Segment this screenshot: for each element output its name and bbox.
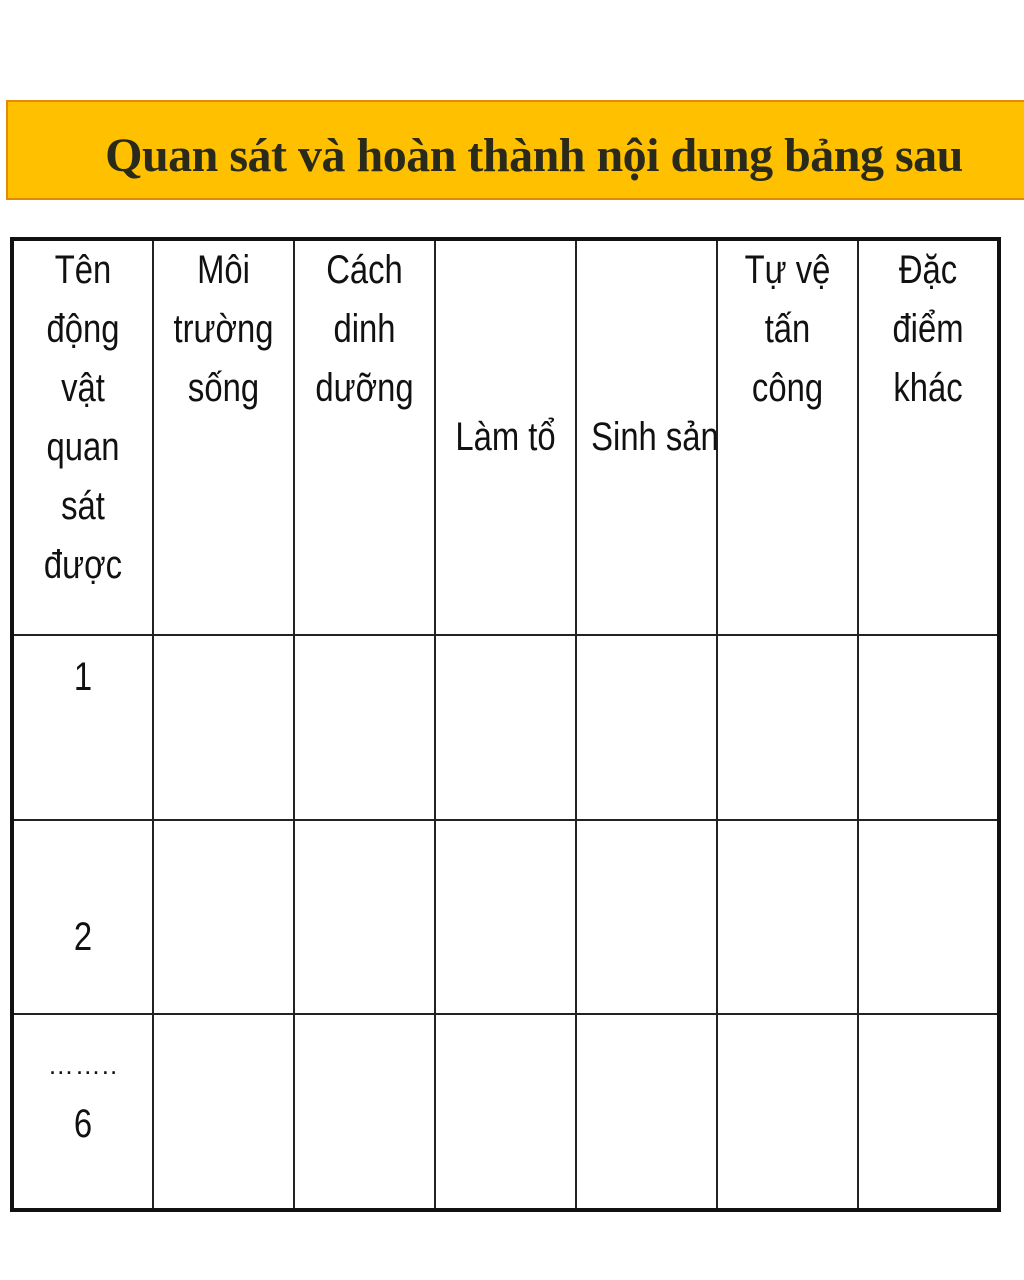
answer-cell[interactable] (294, 820, 435, 1014)
answer-cell[interactable] (153, 820, 294, 1014)
header-nesting: Làm tổ (455, 415, 556, 459)
answer-cell[interactable] (153, 1014, 294, 1210)
answer-cell[interactable] (576, 635, 717, 820)
answer-cell[interactable] (153, 635, 294, 820)
header-cell (435, 239, 576, 635)
table-row (12, 1014, 999, 1210)
table-row (12, 635, 999, 820)
answer-cell[interactable] (858, 820, 999, 1014)
row-number: 6 (73, 1102, 93, 1146)
row-number: 2 (73, 914, 93, 959)
answer-cell[interactable] (294, 1014, 435, 1210)
answer-cell[interactable] (576, 1014, 717, 1210)
row-label-cell (12, 820, 153, 1014)
answer-cell[interactable] (858, 635, 999, 820)
header-habitat: Môi trường sống (173, 248, 274, 410)
header-cell (576, 239, 717, 635)
row-number: 1 (73, 655, 93, 699)
header-cell (12, 239, 153, 635)
header-other-traits: Đặc điểm khác (892, 248, 964, 410)
answer-cell[interactable] (717, 820, 858, 1014)
ellipsis-dots: …….. (47, 1050, 119, 1080)
row-label-cell (12, 1014, 153, 1210)
page-title: Quan sát và hoàn thành nội dung bảng sau (105, 128, 963, 182)
header-row (12, 239, 999, 635)
header-cell (294, 239, 435, 635)
answer-cell[interactable] (294, 635, 435, 820)
title-banner (6, 100, 1024, 200)
answer-cell[interactable] (435, 820, 576, 1014)
header-reproduction: Sinh sản (591, 415, 719, 459)
answer-cell[interactable] (858, 1014, 999, 1210)
answer-cell[interactable] (717, 1014, 858, 1210)
header-animal-name: Tên động vật quan sát được (43, 248, 123, 587)
observation-table (10, 237, 1001, 1212)
header-cell (153, 239, 294, 635)
header-nutrition: Cách dinh dưỡng (315, 248, 414, 410)
answer-cell[interactable] (576, 820, 717, 1014)
answer-cell[interactable] (717, 635, 858, 820)
header-cell (858, 239, 999, 635)
row-label-cell (12, 635, 153, 820)
answer-cell[interactable] (435, 1014, 576, 1210)
header-defense: Tự vệ tấn công (744, 248, 831, 410)
answer-cell[interactable] (435, 635, 576, 820)
table-row (12, 820, 999, 1014)
header-cell (717, 239, 858, 635)
